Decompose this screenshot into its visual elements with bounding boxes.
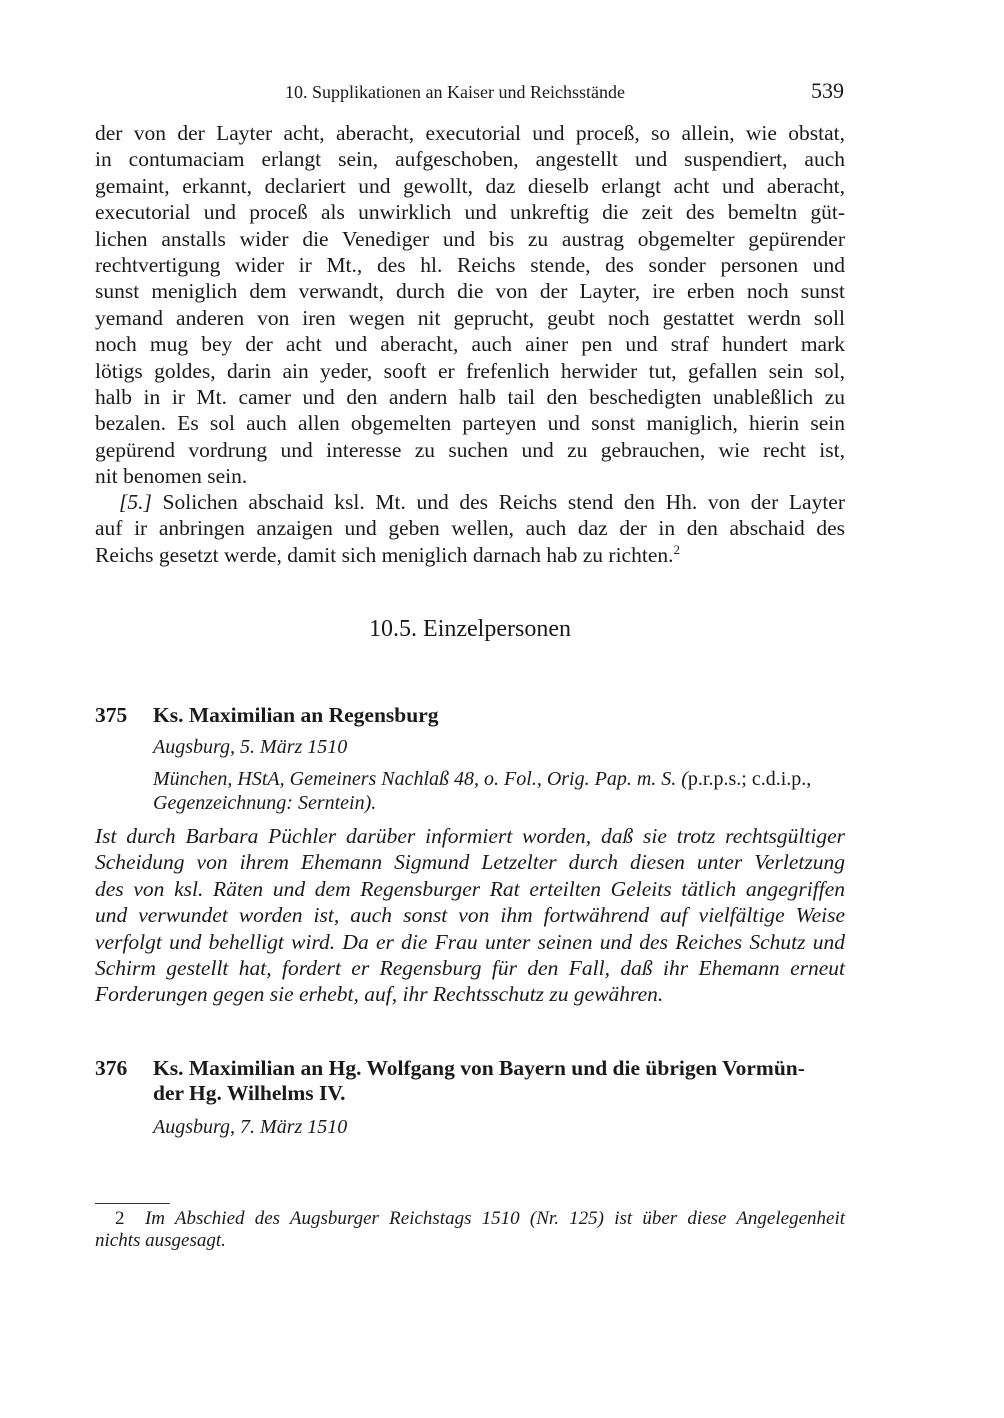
entry-source	[153, 767, 845, 815]
entry-title-cont: der Hg. Wilhelms IV.	[153, 1081, 346, 1105]
text-line: noch mug bey der acht und aberacht, auch ainer pen und straf hundert mark	[95, 332, 845, 357]
text-line: Forderungen gegen sie erhebt, auf, ihr Rechtsschutz zu gewähren.	[95, 982, 664, 1007]
text-line: Scheidung von ihrem Ehemann Sigmund Letzelter durch diesen unter Verletzung	[95, 850, 845, 875]
text-line: executorial und proceß als unwirklich und unkreftig die zeit des bemeltn güt-	[95, 200, 845, 225]
footnote-rule	[95, 1203, 170, 1204]
footnote	[95, 1208, 845, 1252]
text-line: nit benomen sein.	[95, 464, 248, 489]
entry-summary	[95, 823, 845, 1008]
text-segment: Reichs gesetzt werde, damit sich meniglich darnach hab zu richten.	[95, 542, 674, 567]
entry-number: 376	[95, 1056, 128, 1080]
text-segment: Solichen abschaid ksl. Mt. und des Reichs stend den Hh. von der Layter	[151, 490, 845, 514]
text-line	[95, 489, 845, 515]
text-line: lichen anstalls wider die Venediger und bis zu austrag obgemelter gepürender	[95, 226, 845, 251]
page-number: 539	[811, 78, 844, 103]
text-line: und verwundet worden ist, auch sonst von ihm fortwährend auf vielfältige Weise	[95, 903, 845, 928]
text-line: nichts ausgesagt.	[95, 1230, 226, 1251]
text-line: der von der Layter acht, aberacht, executorial und proceß, so allein, wie obstat,	[95, 121, 845, 145]
entry-title: Ks. Maximilian an Regensburg	[153, 703, 439, 727]
entry-place-date: Augsburg, 5. März 1510	[153, 736, 348, 758]
text-line: gemaint, erkannt, declariert und gewollt, daz dieselb erlangt acht und aberacht,	[95, 173, 845, 198]
text-line: sunst meniglich dem verwandt, durch die von der Layter, ire erben noch sunst	[95, 279, 845, 304]
source-italic: München, HStA, Gemeiners Nachlaß 48, o. Fol., Orig. Pap. m. S. (	[153, 768, 688, 790]
text-line: yemand anderen von iren wegen nit geprucht, geubt noch gestattet werdn soll	[95, 305, 845, 330]
text-line: gepürend vordrung und interesse zu suchen und zu gebrauchen, wie recht ist,	[95, 437, 845, 462]
text-segment: Im Abschied des Augsburger Reichstags 1510 (Nr. 125) ist über diese Angelegenheit	[144, 1208, 845, 1229]
running-head: 10. Supplikationen an Kaiser und Reichsstände	[285, 82, 625, 102]
paragraph-marker: [5.]	[119, 490, 152, 514]
text-line: des von ksl. Räten und dem Regensburger Rat erteilten Geleits tätlich angegriffen	[95, 876, 845, 901]
text-line: auf ir anbringen anzaigen und geben wellen, auch daz der in den abschaid des	[95, 516, 845, 541]
entry-heading-376	[95, 1056, 845, 1106]
source-line: Gegenzeichnung: Serntein).	[153, 792, 377, 814]
text-line: halb in ir Mt. camer und den andern halb tail den beschedigten unableßlich zu	[95, 385, 845, 410]
section-title: 10.5. Einzelpersonen	[369, 616, 571, 642]
footnote-ref[interactable]: 2	[673, 541, 680, 557]
source-roman: p.r.p.s.; c.d.i.p.,	[687, 768, 812, 790]
entry-heading-375	[95, 703, 439, 728]
entry-place-date: Augsburg, 7. März 1510	[153, 1116, 348, 1138]
entry-title: Ks. Maximilian an Hg. Wolfgang von Bayern und die übrigen Vormün-	[153, 1056, 805, 1080]
body-paragraph-1	[95, 120, 845, 490]
text-line	[95, 542, 845, 568]
text-line: Schirm gestellt hat, fordert er Regensburg für den Fall, daß ihr Ehemann erneut	[95, 956, 845, 981]
text-line: verfolgt und behelligt wird. Da er die Frau unter seinen und des Reiches Schutz und	[95, 929, 845, 954]
text-line: rechtvertigung wider ir Mt., des hl. Reichs stende, des sonder personen und	[95, 253, 845, 278]
body-paragraph-2	[95, 489, 845, 568]
footnote-number: 2	[115, 1208, 125, 1229]
text-line: lötigs goldes, darin ain yeder, sooft er frefenlich herwider tut, gefallen sein sol,	[95, 358, 845, 383]
text-line	[95, 1208, 845, 1230]
text-line: in contumaciam erlangt sein, aufgeschoben, angestellt und suspendiert, auch	[95, 147, 845, 172]
text-line: Ist durch Barbara Püchler darüber informiert worden, daß sie trotz rechtsgültiger	[95, 824, 845, 848]
entry-number: 375	[95, 703, 128, 727]
text-line: bezalen. Es sol auch allen obgemelten parteyen und sonst maniglich, hierin sein	[95, 411, 845, 436]
